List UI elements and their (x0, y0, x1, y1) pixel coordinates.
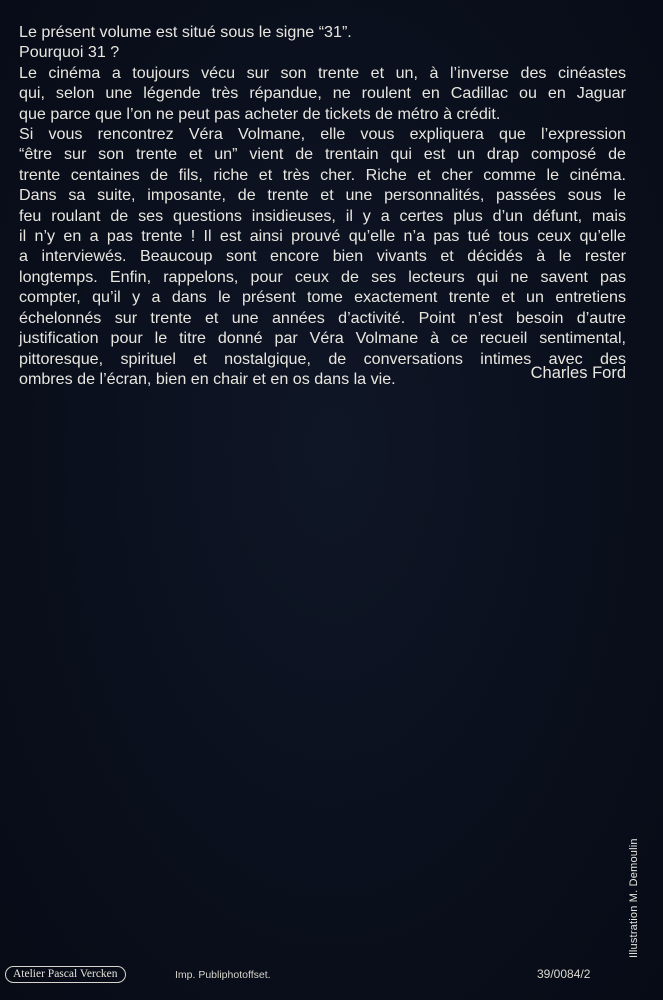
blurb-line: échelonnés sur trente et une années d’activité. Point n’est besoin d’autre (19, 308, 626, 327)
blurb-line: justification pour le titre donné par Véra Volmane à ce recueil sentimental, (19, 329, 626, 348)
blurb-line: Pourquoi 31 ? (19, 43, 120, 62)
illustration-credit: Illustration M. Demoulin (628, 838, 640, 958)
blurb-line: “être sur son trente et un” vient de trentain qui est un drap composé de (19, 145, 626, 164)
blurb-line: compter, qu’il y a dans le présent tome exactement trente et un entretiens (19, 288, 626, 307)
blurb-text (19, 22, 626, 389)
blurb-line: ombres de l’écran, bien en chair et en os dans la vie. (19, 369, 396, 388)
blurb-line: Si vous rencontrez Véra Volmane, elle vous expliquera que l’expression (19, 125, 626, 144)
blurb-line: qui, selon une légende très répandue, ne roulent en Cadillac ou en Jaguar (19, 84, 626, 103)
blurb-line: que parce que l’on ne peut pas acheter de tickets de métro à crédit. (19, 104, 501, 123)
blurb-line: longtemps. Enfin, rappelons, pour ceux de ses lecteurs qui ne savent pas (19, 267, 626, 286)
blurb-line: feu roulant de ses questions insidieuses, il y a certes plus d’un défunt, mais (19, 206, 626, 225)
blurb-line: Le cinéma a toujours vécu sur son trente et un, à l’inverse des cinéastes (19, 63, 626, 82)
blurb-line: Le présent volume est situé sous le signe “31”. (19, 23, 352, 41)
blurb-line: trente centaines de fils, riche et très cher. Riche et cher comme le cinéma. (19, 165, 626, 184)
blurb-line: Dans sa suite, imposante, de trente et une personnalités, passées sous le (19, 186, 626, 205)
catalog-number: 39/0084/2 (537, 967, 591, 981)
publisher-label: Atelier Pascal Vercken (5, 966, 126, 983)
blurb-line: il n’y en a pas trente ! Il est ainsi prouvé qu’elle n’a pas tué tous ceux qu’elle (19, 227, 626, 246)
author-signature: Charles Ford (530, 364, 626, 382)
blurb-line: a interviewés. Beaucoup sont encore bien vivants et décidés à le rester (19, 247, 626, 266)
printer-label: Imp. Publiphotoffset. (175, 969, 271, 981)
blurb-line: pittoresque, spirituel et nostalgique, de conversations intimes avec des (19, 349, 626, 368)
